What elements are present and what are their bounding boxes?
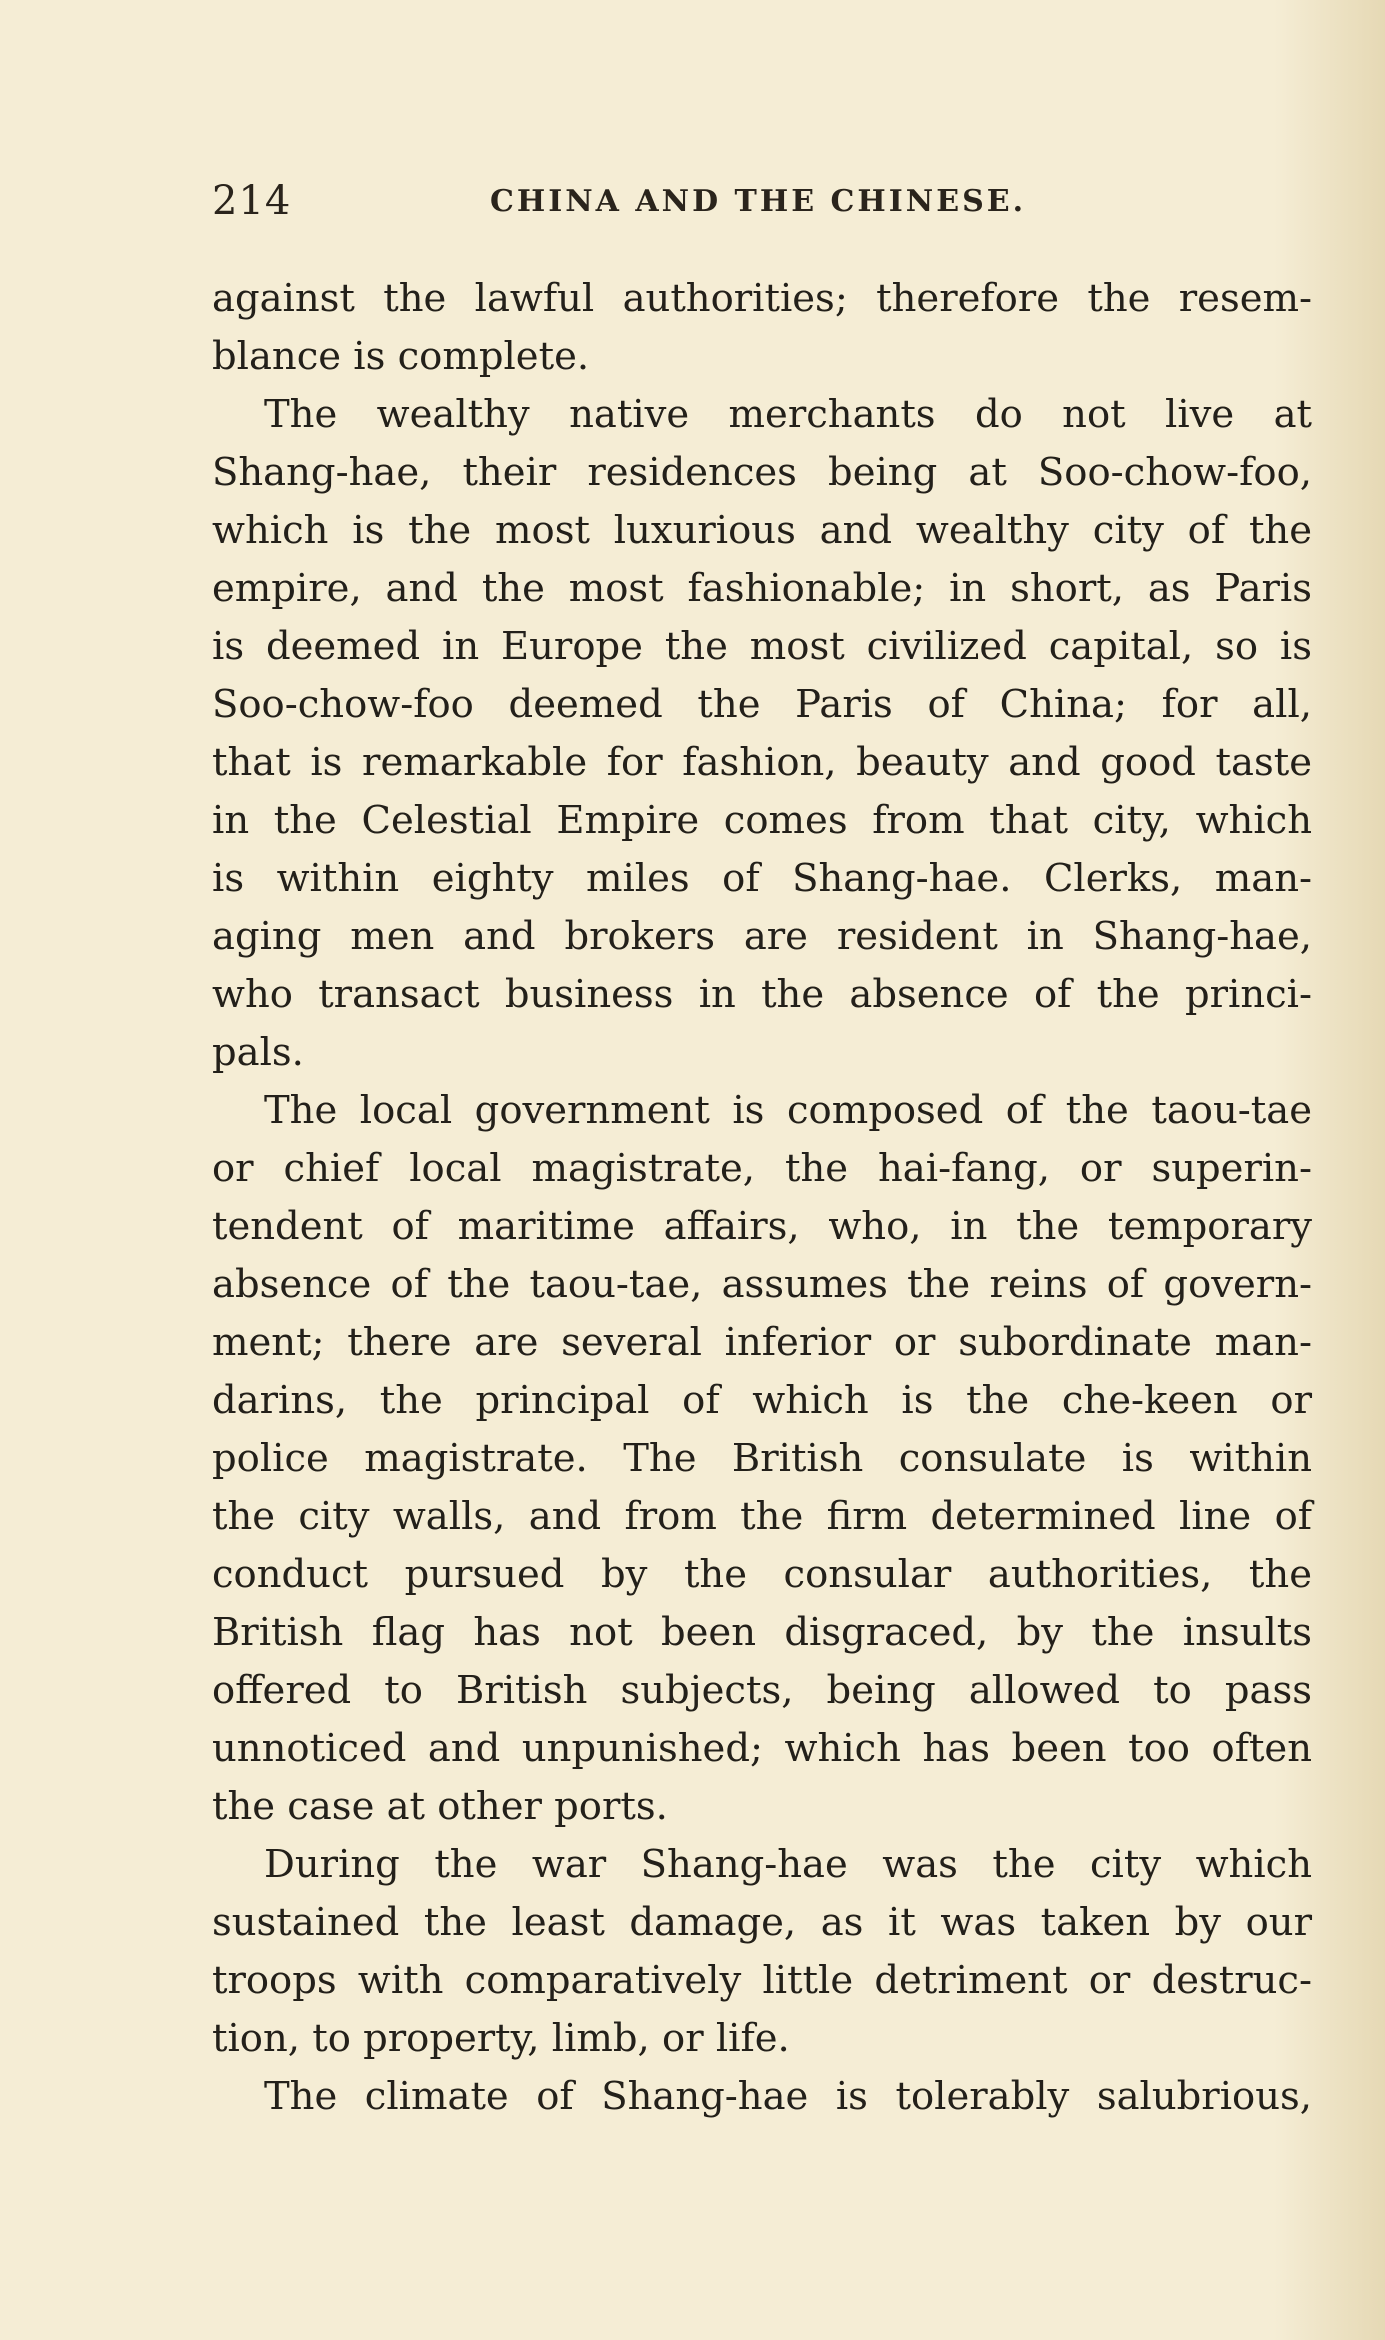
text-line: pals.: [212, 1030, 304, 1075]
body-text: [212, 270, 1312, 2126]
text-line: tion, to property, limb, or life.: [212, 2016, 790, 2061]
text-line: The local government is composed of the taou-tae: [264, 1088, 1312, 1133]
text-line: The wealthy native merchants do not live at: [264, 392, 1312, 437]
text-line: British flag has not been disgraced, by the insults: [212, 1610, 1312, 1655]
text-line: the city walls, and from the firm determined line of: [212, 1494, 1312, 1539]
text-line: sustained the least damage, as it was taken by our: [212, 1900, 1312, 1945]
text-line: troops with comparatively little detriment or destruc-: [212, 1958, 1312, 2003]
text-line: is within eighty miles of Shang-hae. Clerks, man-: [212, 856, 1312, 901]
running-title: CHINA AND THE CHINESE.: [490, 184, 1027, 219]
text-line: who transact business in the absence of the princi-: [212, 972, 1312, 1017]
text-line: ment; there are several inferior or subordinate man-: [212, 1320, 1312, 1365]
running-head: [212, 178, 1322, 228]
text-line: police magistrate. The British consulate is within: [212, 1436, 1312, 1481]
text-line: offered to British subjects, being allowed to pass: [212, 1668, 1312, 1713]
text-line: which is the most luxurious and wealthy city of the: [212, 508, 1312, 553]
text-line: The climate of Shang-hae is tolerably salubrious,: [264, 2074, 1312, 2119]
text-line: tendent of maritime affairs, who, in the temporary: [212, 1204, 1312, 1249]
text-line: that is remarkable for fashion, beauty and good taste: [212, 740, 1312, 785]
text-line: against the lawful authorities; therefore the resem-: [212, 276, 1312, 321]
text-line: aging men and brokers are resident in Shang-hae,: [212, 914, 1312, 959]
text-line: conduct pursued by the consular authorities, the: [212, 1552, 1312, 1597]
text-line: Soo-chow-foo deemed the Paris of China; for all,: [212, 682, 1312, 727]
text-line: in the Celestial Empire comes from that city, which: [212, 798, 1312, 843]
text-line: or chief local magistrate, the hai-fang, or superin-: [212, 1146, 1312, 1191]
text-line: blance is complete.: [212, 334, 590, 379]
text-line: unnoticed and unpunished; which has been too often: [212, 1726, 1312, 1771]
text-line: Shang-hae, their residences being at Soo-chow-foo,: [212, 450, 1312, 495]
text-line: During the war Shang-hae was the city which: [264, 1842, 1312, 1887]
text-line: is deemed in Europe the most civilized capital, so is: [212, 624, 1312, 669]
text-line: darins, the principal of which is the che-keen or: [212, 1378, 1312, 1423]
text-line: absence of the taou-tae, assumes the reins of govern-: [212, 1262, 1312, 1307]
text-line: empire, and the most fashionable; in short, as Paris: [212, 566, 1312, 611]
page-number: 214: [212, 178, 292, 224]
text-line: the case at other ports.: [212, 1784, 668, 1829]
